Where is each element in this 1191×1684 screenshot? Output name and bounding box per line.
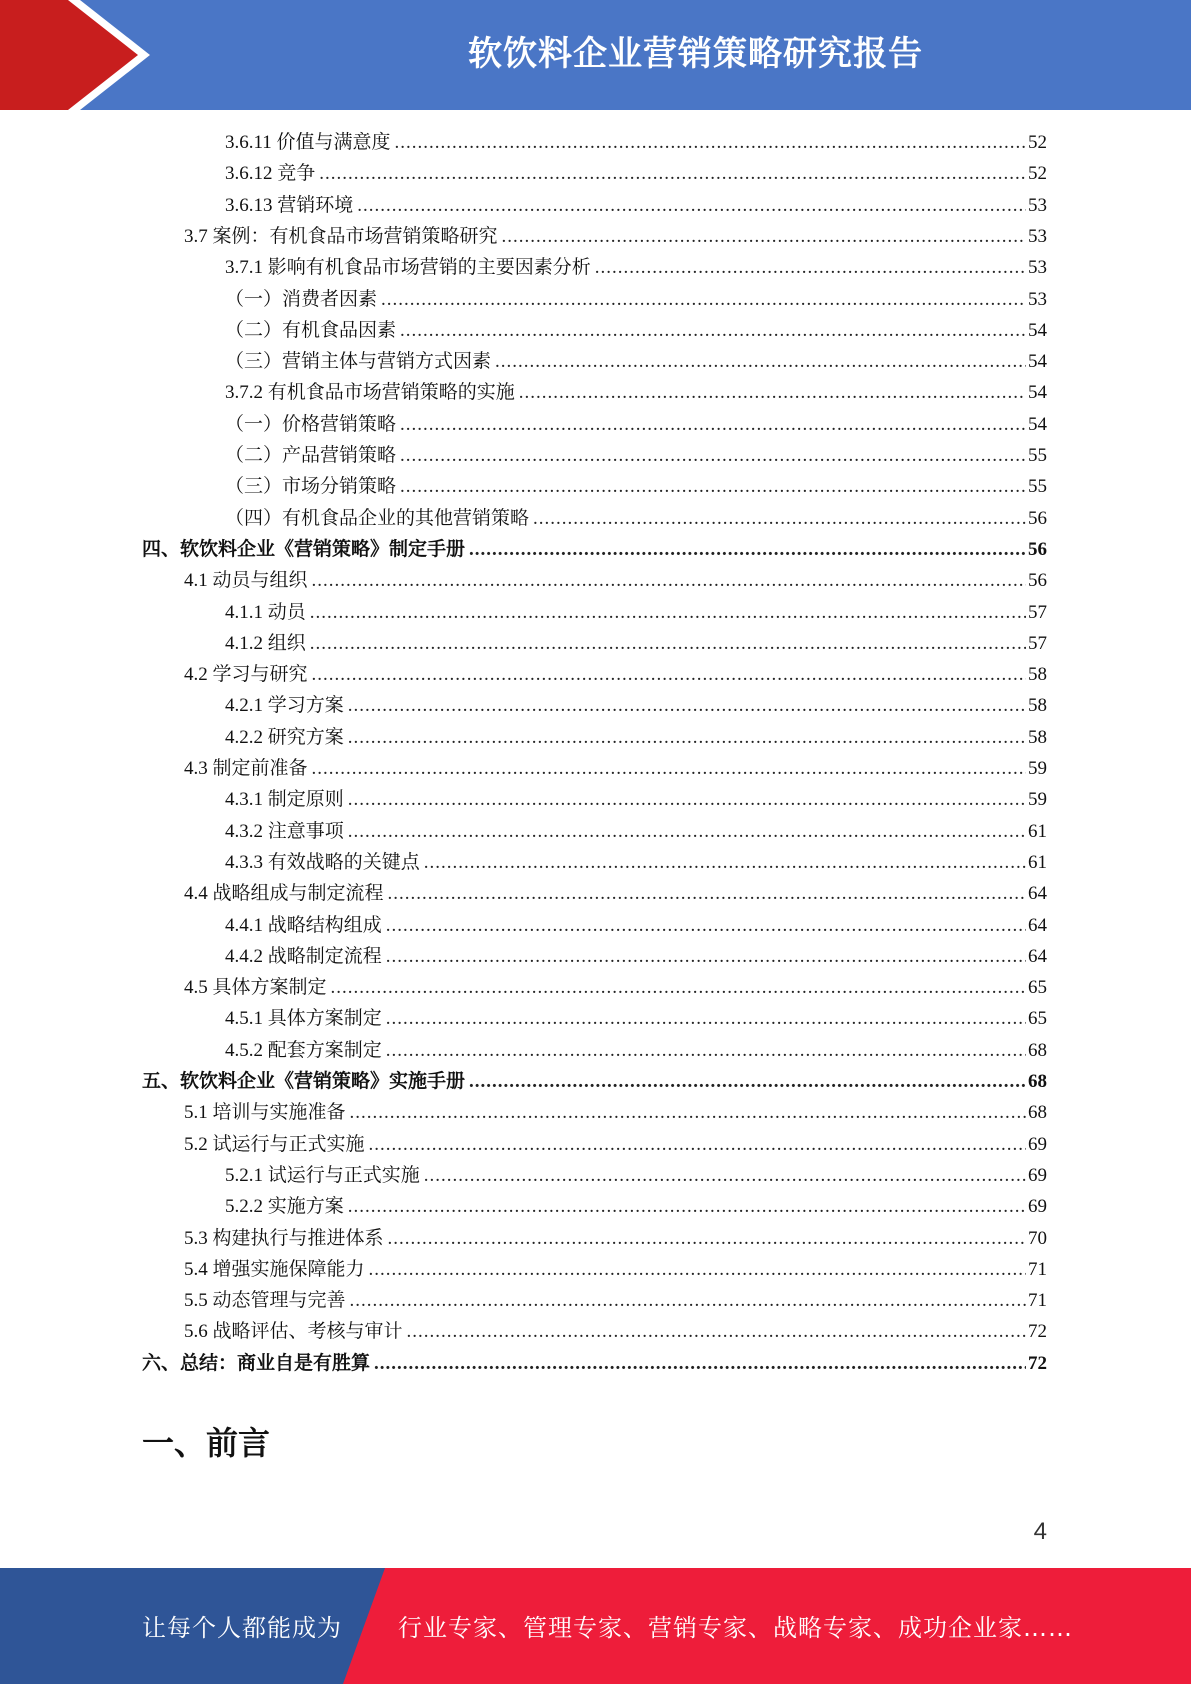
toc-dot-leader xyxy=(312,753,1026,784)
toc-entry[interactable] xyxy=(225,1003,1047,1034)
toc-entry[interactable] xyxy=(142,1348,1047,1379)
toc-dot-leader xyxy=(310,597,1026,628)
toc-entry-label: （四）有机食品企业的其他营销策略 xyxy=(225,508,530,529)
toc-entry-page: 72 xyxy=(1028,1321,1047,1342)
toc-entry[interactable] xyxy=(225,315,1047,346)
toc-entry-label: 5.6 战略评估、考核与审计 xyxy=(184,1321,403,1342)
toc-entry-label: 4.1 动员与组织 xyxy=(184,570,308,591)
toc-entry-page: 64 xyxy=(1028,883,1047,904)
toc-entry-page: 54 xyxy=(1028,351,1047,372)
toc-entry-page: 68 xyxy=(1028,1040,1047,1061)
toc-dot-leader xyxy=(424,1160,1026,1191)
toc-entry-page: 56 xyxy=(1028,539,1047,560)
toc-entry[interactable] xyxy=(225,440,1047,471)
toc-dot-leader xyxy=(310,628,1026,659)
toc-entry[interactable] xyxy=(225,158,1047,189)
toc-dot-leader xyxy=(374,1348,1026,1379)
toc-dot-leader xyxy=(395,127,1026,158)
toc-entry-label: 4.4.1 战略结构组成 xyxy=(225,915,382,936)
toc-entry-label: （三）市场分销策略 xyxy=(225,476,397,497)
toc-dot-leader xyxy=(386,1003,1026,1034)
toc-entry-label: 4.2.1 学习方案 xyxy=(225,695,344,716)
toc-entry-label: 四、软饮料企业《营销策略》制定手册 xyxy=(142,539,466,560)
toc-entry-label: 3.7 案例：有机食品市场营销策略研究 xyxy=(184,226,498,247)
toc-entry-page: 59 xyxy=(1028,789,1047,810)
page-footer xyxy=(0,1568,1191,1684)
toc-entry-page: 61 xyxy=(1028,852,1047,873)
toc-entry-page: 59 xyxy=(1028,758,1047,779)
toc-entry-page: 69 xyxy=(1028,1134,1047,1155)
toc-entry-page: 53 xyxy=(1028,257,1047,278)
toc-entry-page: 55 xyxy=(1028,445,1047,466)
toc-entry-page: 57 xyxy=(1028,602,1047,623)
toc-dot-leader xyxy=(400,440,1026,471)
toc-entry[interactable] xyxy=(225,252,1047,283)
toc-entry[interactable] xyxy=(225,190,1047,221)
toc-entry-page: 55 xyxy=(1028,476,1047,497)
toc-entry-page: 53 xyxy=(1028,195,1047,216)
toc-entry-label: 5.2 试运行与正式实施 xyxy=(184,1134,365,1155)
toc-entry-page: 52 xyxy=(1028,132,1047,153)
toc-entry[interactable] xyxy=(184,1223,1047,1254)
toc-dot-leader xyxy=(388,878,1026,909)
toc-dot-leader xyxy=(400,471,1026,502)
toc-entry-page: 56 xyxy=(1028,570,1047,591)
toc-entry-page: 54 xyxy=(1028,382,1047,403)
header-red-arrow-shape xyxy=(0,0,150,110)
toc-entry[interactable] xyxy=(184,1129,1047,1160)
toc-entry[interactable] xyxy=(225,597,1047,628)
toc-entry-label: 4.5 具体方案制定 xyxy=(184,977,327,998)
toc-entry[interactable] xyxy=(184,221,1047,252)
toc-entry[interactable] xyxy=(142,534,1047,565)
toc-entry[interactable] xyxy=(184,972,1047,1003)
toc-entry[interactable] xyxy=(184,753,1047,784)
toc-entry-page: 68 xyxy=(1028,1071,1047,1092)
toc-entry-page: 65 xyxy=(1028,1008,1047,1029)
toc-dot-leader xyxy=(369,1254,1026,1285)
toc-entry-label: 5.1 培训与实施准备 xyxy=(184,1102,346,1123)
toc-entry-label: 4.2.2 研究方案 xyxy=(225,727,344,748)
toc-entry-label: 3.7.1 影响有机食品市场营销的主要因素分析 xyxy=(225,257,591,278)
toc-dot-leader xyxy=(495,346,1026,377)
toc-entry-label: 4.5.2 配套方案制定 xyxy=(225,1040,382,1061)
toc-entry[interactable] xyxy=(225,784,1047,815)
toc-entry-page: 54 xyxy=(1028,320,1047,341)
toc-dot-leader xyxy=(357,190,1026,221)
toc-dot-leader xyxy=(312,659,1026,690)
toc-entry-page: 57 xyxy=(1028,633,1047,654)
toc-dot-leader xyxy=(331,972,1026,1003)
toc-entry[interactable] xyxy=(225,1035,1047,1066)
toc-entry[interactable] xyxy=(184,565,1047,596)
toc-dot-leader xyxy=(381,284,1026,315)
toc-entry-page: 52 xyxy=(1028,163,1047,184)
toc-entry[interactable] xyxy=(142,1066,1047,1097)
toc-entry-page: 58 xyxy=(1028,695,1047,716)
toc-entry-label: 4.3.2 注意事项 xyxy=(225,821,344,842)
toc-dot-leader xyxy=(469,1066,1026,1097)
toc-entry-label: （三）营销主体与营销方式因素 xyxy=(225,351,492,372)
toc-entry-label: 4.1.2 组织 xyxy=(225,633,306,654)
toc-entry[interactable] xyxy=(225,503,1047,534)
toc-dot-leader xyxy=(350,1285,1026,1316)
toc-entry-label: 5.4 增强实施保障能力 xyxy=(184,1259,365,1280)
toc-dot-leader xyxy=(319,158,1026,189)
toc-dot-leader xyxy=(400,315,1026,346)
toc-entry-label: 3.6.11 价值与满意度 xyxy=(225,132,391,153)
toc-entry-page: 58 xyxy=(1028,664,1047,685)
toc-entry-label: 3.6.13 营销环境 xyxy=(225,195,354,216)
toc-dot-leader xyxy=(348,1191,1026,1222)
toc-dot-leader xyxy=(595,252,1026,283)
toc-entry[interactable] xyxy=(225,377,1047,408)
toc-entry-label: 5.3 构建执行与推进体系 xyxy=(184,1228,384,1249)
toc-entry[interactable] xyxy=(184,878,1047,909)
toc-entry-page: 64 xyxy=(1028,915,1047,936)
toc-entry[interactable] xyxy=(225,847,1047,878)
toc-entry-page: 65 xyxy=(1028,977,1047,998)
toc-entry-label: 5.5 动态管理与完善 xyxy=(184,1290,346,1311)
toc-dot-leader xyxy=(533,503,1026,534)
toc-entry-label: 4.2 学习与研究 xyxy=(184,664,308,685)
toc-entry-page: 53 xyxy=(1028,226,1047,247)
toc-entry[interactable] xyxy=(225,471,1047,502)
toc-dot-leader xyxy=(386,1035,1026,1066)
toc-entry-page: 68 xyxy=(1028,1102,1047,1123)
toc-entry[interactable] xyxy=(225,1191,1047,1222)
toc-entry[interactable] xyxy=(225,409,1047,440)
footer-slogan-right: 行业专家、管理专家、营销专家、战略专家、成功企业家…… xyxy=(398,1614,1073,1642)
toc-entry-page: 58 xyxy=(1028,727,1047,748)
toc-entry-page: 69 xyxy=(1028,1165,1047,1186)
toc-entry-label: 4.3 制定前准备 xyxy=(184,758,308,779)
toc-dot-leader xyxy=(519,377,1026,408)
toc-entry-page: 71 xyxy=(1028,1259,1047,1280)
toc-entry-label: 4.4.2 战略制定流程 xyxy=(225,946,382,967)
toc-entry-page: 70 xyxy=(1028,1228,1047,1249)
toc-entry[interactable] xyxy=(184,1254,1047,1285)
toc-entry-label: 4.5.1 具体方案制定 xyxy=(225,1008,382,1029)
toc-entry[interactable] xyxy=(184,1316,1047,1347)
toc-entry[interactable] xyxy=(225,346,1047,377)
toc-entry[interactable] xyxy=(184,659,1047,690)
toc-dot-leader xyxy=(407,1316,1026,1347)
toc-dot-leader xyxy=(386,941,1026,972)
toc-dot-leader xyxy=(348,722,1026,753)
toc-dot-leader xyxy=(348,816,1026,847)
toc-entry-label: （一）消费者因素 xyxy=(225,289,378,310)
toc-dot-leader xyxy=(369,1129,1026,1160)
page-header xyxy=(0,0,1191,110)
toc-entry[interactable] xyxy=(225,284,1047,315)
toc-entry-label: 4.3.3 有效战略的关键点 xyxy=(225,852,420,873)
toc-entry-page: 71 xyxy=(1028,1290,1047,1311)
toc-entry-label: 3.7.2 有机食品市场营销策略的实施 xyxy=(225,382,515,403)
toc-dot-leader xyxy=(388,1223,1026,1254)
toc-dot-leader xyxy=(312,565,1026,596)
toc-entry-page: 53 xyxy=(1028,289,1047,310)
toc-dot-leader xyxy=(469,534,1026,565)
toc-entry-page: 56 xyxy=(1028,508,1047,529)
toc-dot-leader xyxy=(386,910,1026,941)
toc-entry[interactable] xyxy=(225,628,1047,659)
toc-entry[interactable] xyxy=(184,1285,1047,1316)
report-title: 软饮料企业营销策略研究报告 xyxy=(468,34,923,74)
toc-entry-label: 4.1.1 动员 xyxy=(225,602,306,623)
toc-entry-label: 4.3.1 制定原则 xyxy=(225,789,344,810)
toc-dot-leader xyxy=(348,690,1026,721)
toc-entry-label: 4.4 战略组成与制定流程 xyxy=(184,883,384,904)
toc-entry-page: 61 xyxy=(1028,821,1047,842)
toc-entry[interactable] xyxy=(184,1097,1047,1128)
toc-dot-leader xyxy=(424,847,1026,878)
footer-slogan-left: 让每个人都能成为 xyxy=(142,1614,342,1642)
toc-entry-label: （二）产品营销策略 xyxy=(225,445,397,466)
toc-entry[interactable] xyxy=(225,127,1047,158)
toc-entry-label: 3.6.12 竞争 xyxy=(225,163,316,184)
toc-entry-label: 5.2.1 试运行与正式实施 xyxy=(225,1165,420,1186)
toc-entry-label: 5.2.2 实施方案 xyxy=(225,1196,344,1217)
toc-entry[interactable] xyxy=(225,722,1047,753)
toc-entry[interactable] xyxy=(225,1160,1047,1191)
toc-dot-leader xyxy=(350,1097,1026,1128)
toc-entry-label: （二）有机食品因素 xyxy=(225,320,397,341)
toc-entry-page: 64 xyxy=(1028,946,1047,967)
toc-dot-leader xyxy=(400,409,1026,440)
toc-dot-leader xyxy=(502,221,1026,252)
toc-entry[interactable] xyxy=(225,690,1047,721)
page-number: 4 xyxy=(1033,1518,1047,1545)
toc-entry[interactable] xyxy=(225,816,1047,847)
toc-entry-label: 六、总结：商业自是有胜算 xyxy=(142,1353,371,1374)
toc-entry-label: （一）价格营销策略 xyxy=(225,414,397,435)
toc-entry[interactable] xyxy=(225,941,1047,972)
toc-entry-page: 54 xyxy=(1028,414,1047,435)
toc-entry-label: 五、软饮料企业《营销策略》实施手册 xyxy=(142,1071,466,1092)
section-heading: 一、前言 xyxy=(142,1424,271,1462)
toc-entry[interactable] xyxy=(225,910,1047,941)
toc-entry-page: 69 xyxy=(1028,1196,1047,1217)
toc-entry-page: 72 xyxy=(1028,1353,1047,1374)
toc-dot-leader xyxy=(348,784,1026,815)
